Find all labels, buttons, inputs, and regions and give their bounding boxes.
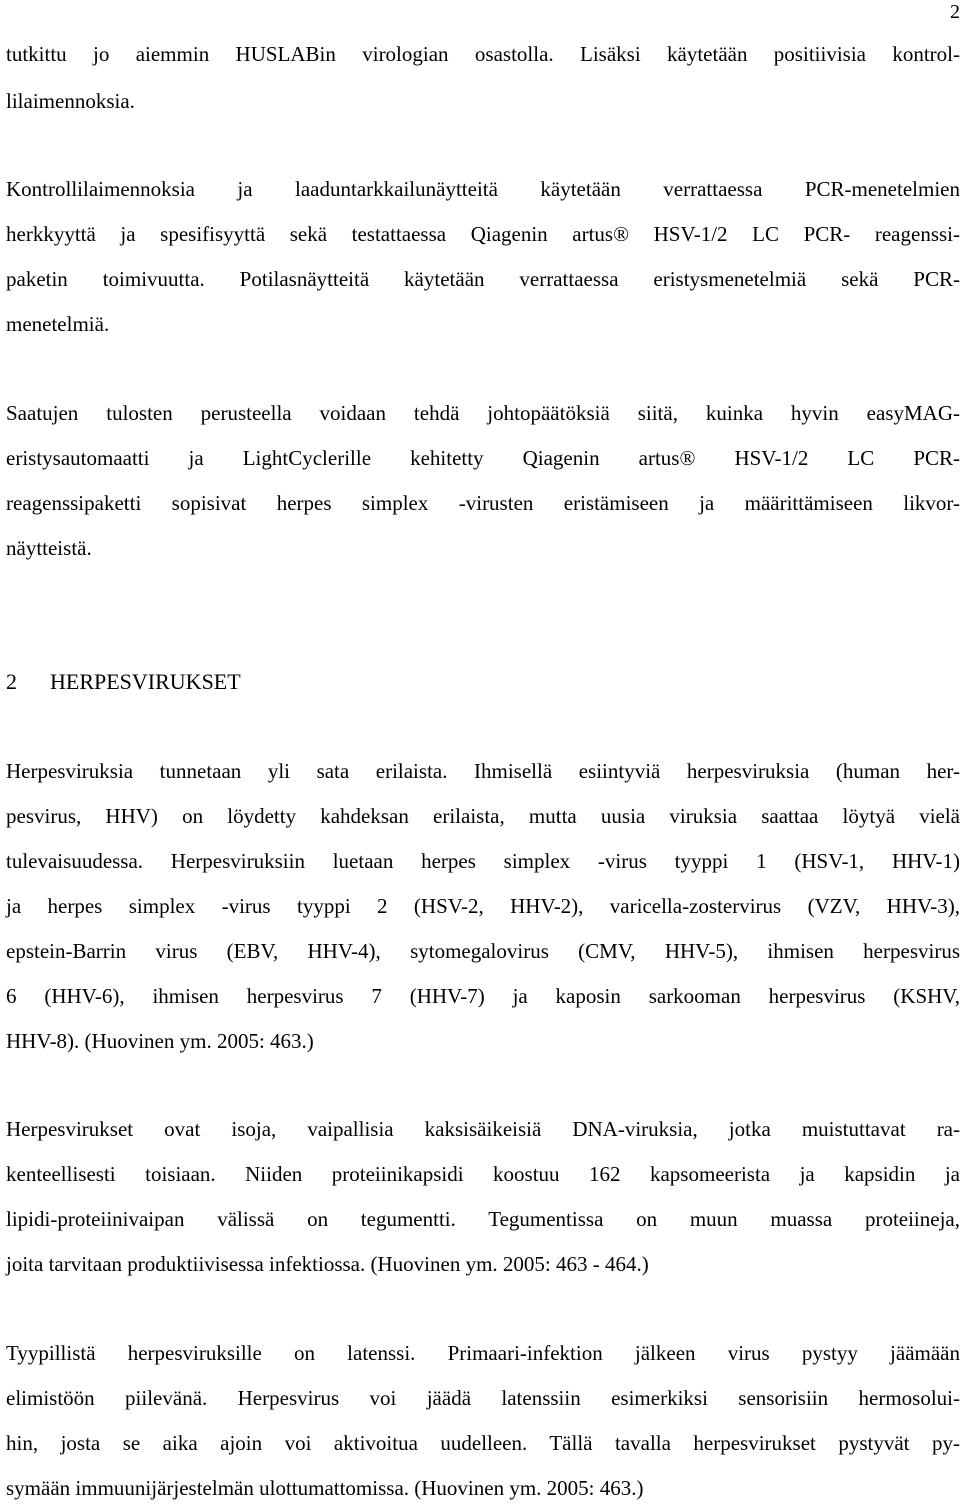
text-line: lilaimennoksia. [6,89,135,113]
text-line: 6 (HHV-6), ihmisen herpesvirus 7 (HHV-7) ja kaposin sarkooman herpesvirus (KSHV, [6,984,960,1008]
page-number: 2 [950,1,960,23]
text-line: epstein-Barrin virus (EBV, HHV-4), sytomegalovirus (CMV, HHV-5), ihmisen herpesvirus [6,939,960,963]
text-line: lipidi-proteiinivaipan välissä on tegumentti. Tegumentissa on muun muassa proteiineja, [6,1207,960,1231]
text-line: tulevaisuudessa. Herpesviruksiin luetaan herpes simplex -virus tyyppi 1 (HSV-1, HHV-1) [6,849,960,873]
section-number: 2 [6,669,17,694]
text-line: Tyypillistä herpesviruksille on latenssi. Primaari-infektion jälkeen virus pystyy jäämään [6,1341,960,1365]
text-line: eristysautomaatti ja LightCyclerille kehitetty Qiagenin artus® HSV-1/2 LC PCR- [6,446,960,470]
section-heading [6,669,241,695]
text-line: menetelmiä. [6,312,110,336]
text-line: herkkyyttä ja spesifisyyttä sekä testattaessa Qiagenin artus® HSV-1/2 LC PCR- reagenssi- [6,222,960,246]
text-line: HHV-8). (Huovinen ym. 2005: 463.) [6,1029,314,1053]
text-line: kenteellisesti toisiaan. Niiden proteiinikapsidi koostuu 162 kapsomeerista ja kapsidin ja [6,1162,960,1186]
text-line: ja herpes simplex -virus tyyppi 2 (HSV-2, HHV-2), varicella-zostervirus (VZV, HHV-3), [6,894,960,918]
text-line: näytteistä. [6,536,92,560]
text-line: paketin toimivuutta. Potilasnäytteitä käytetään verrattaessa eristysmenetelmiä sekä PCR- [6,267,960,291]
text-line: pesvirus, HHV) on löydetty kahdeksan erilaista, mutta uusia viruksia saattaa löytyä vielä [6,804,960,828]
text-line: elimistöön piilevänä. Herpesvirus voi jäädä latenssiin esimerkiksi sensorisiin hermosolui- [6,1386,960,1410]
text-line: Kontrollilaimennoksia ja laaduntarkkailunäytteitä käytetään verrattaessa PCR-menetelmien [6,177,960,201]
text-line: joita tarvitaan produktiivisessa infektiossa. (Huovinen ym. 2005: 463 - 464.) [6,1252,649,1276]
text-line: hin, josta se aika ajoin voi aktivoitua uudelleen. Tällä tavalla herpesvirukset pystyvät py- [6,1431,960,1455]
text-line: Herpesvirukset ovat isoja, vaipallisia kaksisäikeisiä DNA-viruksia, jotka muistuttavat ra- [6,1117,960,1141]
text-line: symään immuunijärjestelmän ulottumattomissa. (Huovinen ym. 2005: 463.) [6,1476,644,1500]
text-line: reagenssipaketti sopisivat herpes simplex -virusten eristämiseen ja määrittämiseen likvor- [6,491,960,515]
section-title: HERPESVIRUKSET [50,669,241,694]
text-line: Herpesviruksia tunnetaan yli sata erilaista. Ihmisellä esiintyviä herpesviruksia (human her- [6,759,960,783]
text-line: tutkittu jo aiemmin HUSLABin virologian osastolla. Lisäksi käytetään positiivisia kontrol- [6,42,960,66]
text-line: Saatujen tulosten perusteella voidaan tehdä johtopäätöksiä siitä, kuinka hyvin easyMAG- [6,401,960,425]
